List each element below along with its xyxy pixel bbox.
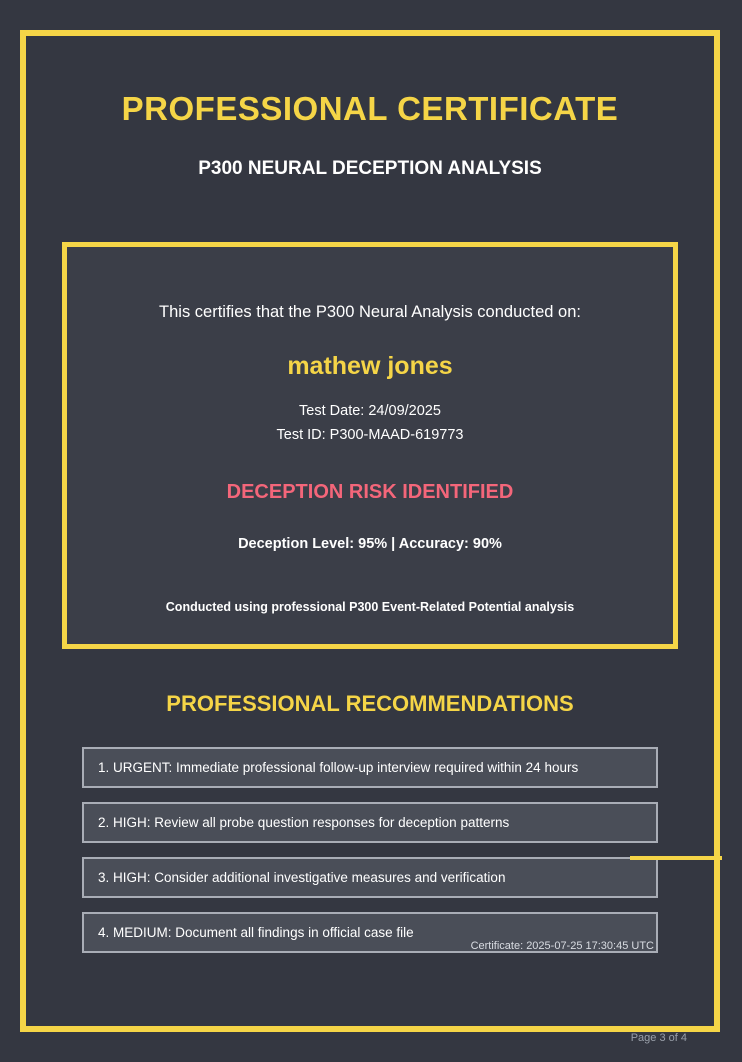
page-subtitle: P300 NEURAL DECEPTION ANALYSIS: [198, 158, 542, 179]
page-number: Page 3 of 4: [630, 1032, 687, 1044]
deception-levels: Deception Level: 95% | Accuracy: 90%: [238, 536, 502, 552]
certifies-text: This certifies that the P300 Neural Analysis conducted on:: [159, 303, 581, 321]
page-title: PROFESSIONAL CERTIFICATE: [121, 90, 619, 127]
list-item: 1. URGENT: Immediate professional follow-up interview required within 24 hours: [82, 747, 658, 788]
accent-bar: [630, 856, 722, 860]
list-item: 3. HIGH: Consider additional investigative measures and verification: [82, 857, 658, 898]
test-id: Test ID: P300-MAAD-619773: [276, 427, 464, 443]
certificate-timestamp: Certificate: 2025-07-25 17:30:45 UTC: [470, 940, 654, 952]
list-item: 4. MEDIUM: Document all findings in official case file: [82, 912, 658, 953]
recommendations-list: [62, 747, 678, 953]
method-note: Conducted using professional P300 Event-Related Potential analysis: [165, 600, 575, 614]
list-item: 2. HIGH: Review all probe question responses for deception patterns: [82, 802, 658, 843]
test-date: Test Date: 24/09/2025: [299, 403, 441, 419]
recommendations-title: PROFESSIONAL RECOMMENDATIONS: [166, 691, 574, 716]
subject-name: mathew jones: [287, 352, 453, 380]
result-panel: [62, 242, 678, 649]
certificate-content: [32, 42, 708, 1020]
status-badge: DECEPTION RISK IDENTIFIED: [226, 481, 514, 503]
